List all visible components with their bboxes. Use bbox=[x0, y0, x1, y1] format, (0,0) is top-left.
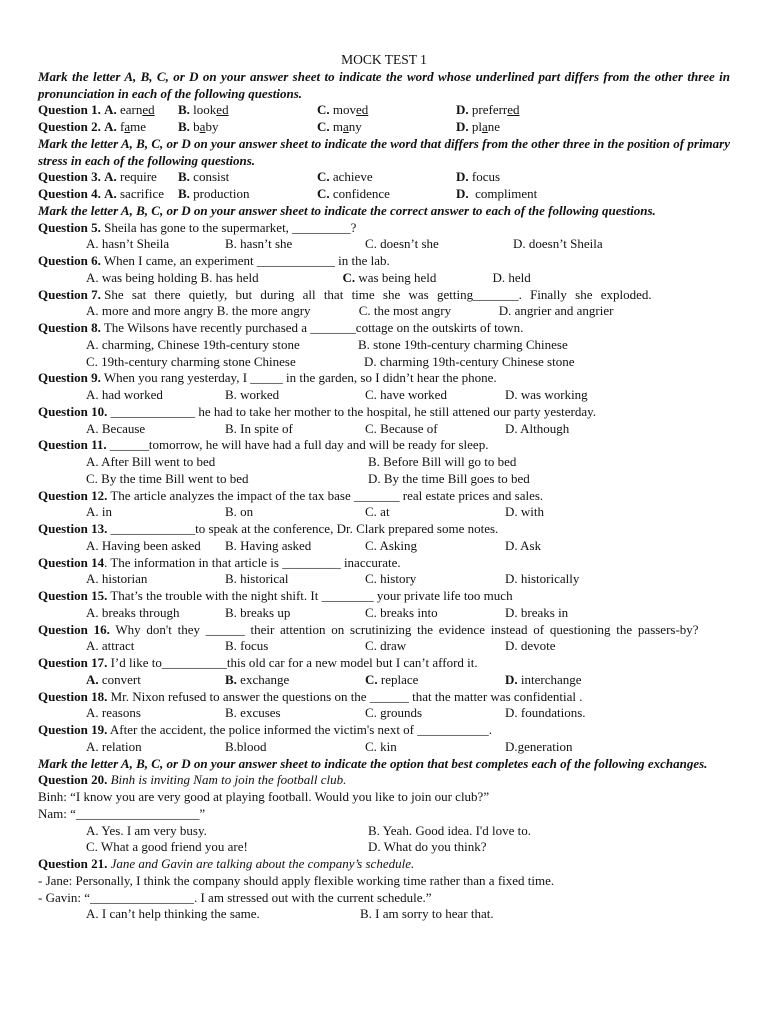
question-14: Question 14. The information in that article is _________ inaccurate. bbox=[38, 554, 401, 570]
options-19: A. relation B.blood C. kin D.generation bbox=[86, 738, 573, 754]
section-instruction-pronunciation: Mark the letter A, B, C, or D on your answer sheet to indicate the word whose underlined part differs from the other three in pronunciation in each of the following questions. bbox=[38, 68, 730, 101]
options-8a: A. charming, Chinese 19th-century stone B. stone 19th-century charming Chinese bbox=[86, 336, 568, 352]
question-2: Question 2. A. fame B. baby C. many D. plane bbox=[38, 119, 501, 134]
question-8: Question 8. The Wilsons have recently purchased a _______cottage on the outskirts of town. bbox=[38, 320, 524, 335]
dialogue-line: Nam: “___________________” bbox=[38, 805, 206, 821]
options-20a: A. Yes. I am very busy. B. Yeah. Good idea. I'd love to. bbox=[86, 822, 532, 838]
dialogue-line: - Jane: Personally, I think the company should apply flexible working time rather than a fixed time. bbox=[38, 872, 555, 888]
options-12: A. in B. on C. at D. with bbox=[86, 504, 544, 520]
options-17: A. convert B. exchange C. replace D. interchange bbox=[86, 671, 582, 687]
options-7: A. more and more angry B. the more angry C. the most angry D. angrier and angrier bbox=[86, 303, 614, 319]
question-1: Question 1. A. earned B. looked C. moved D. preferred bbox=[38, 102, 520, 118]
dialogue-line: - Gavin: “________________. I am stressed out with the current schedule.” bbox=[38, 889, 432, 905]
options-5: A. hasn’t Sheila B. hasn’t she C. doesn’t she D. doesn’t Sheila bbox=[86, 236, 603, 252]
options-8b: C. 19th-century charming stone Chinese D. charming 19th-century Chinese stone bbox=[86, 353, 575, 369]
question-11: Question 11. ______tomorrow, he will have had a full day and will be ready for sleep. bbox=[38, 437, 489, 453]
question-6: Question 6. When I came, an experiment ____________ in the lab. bbox=[38, 253, 390, 268]
question-19: Question 19. After the accident, the police informed the victim's next of ___________. bbox=[38, 722, 493, 737]
options-11a: A. After Bill went to bed B. Before Bill will go to bed bbox=[86, 454, 517, 469]
options-9: A. had worked B. worked C. have worked D. was working bbox=[86, 387, 588, 402]
options-21: A. I can’t help thinking the same. B. I am sorry to hear that. bbox=[86, 906, 494, 922]
question-18: Question 18. Mr. Nixon refused to answer the questions on the ______ that the matter was confidential . bbox=[38, 688, 583, 704]
question-7: Question 7. She sat there quietly, but during all that time she was getting_______. Finally she exploded. bbox=[38, 286, 652, 302]
options-15: A. breaks through B. breaks up C. breaks into D. breaks in bbox=[86, 604, 569, 620]
options-6: A. was being holding B. has held C. was being held D. held bbox=[86, 269, 531, 285]
question-21: Question 21. Jane and Gavin are talking about the company’s schedule. bbox=[38, 856, 415, 871]
options-11b: C. By the time Bill went to bed D. By the time Bill goes to bed bbox=[86, 470, 530, 486]
options-14: A. historian B. historical C. history D. historically bbox=[86, 571, 580, 587]
section-instruction-stress: Mark the letter A, B, C, or D on your answer sheet to indicate the word that differs from the other three in the position of primary stress in each of the following questions. bbox=[38, 135, 730, 168]
page-title: MOCK TEST 1 bbox=[341, 52, 427, 67]
dialogue-line: Binh: “I know you are very good at playing football. Would you like to join our club?” bbox=[38, 789, 490, 804]
question-4: Question 4. A. sacrifice B. production C. confidence D. compliment bbox=[38, 186, 538, 201]
options-13: A. Having been asked B. Having asked C. Asking D. Ask bbox=[86, 537, 542, 553]
question-12: Question 12. The article analyzes the impact of the tax base _______ real estate prices and sales. bbox=[38, 487, 544, 503]
options-20b: C. What a good friend you are! D. What do you think? bbox=[86, 839, 487, 855]
question-15: Question 15. That’s the trouble with the night shift. It ________ your private life too much bbox=[38, 588, 513, 603]
question-5: Question 5. Sheila has gone to the supermarket, _________? bbox=[38, 219, 357, 235]
section-instruction-grammar: Mark the letter A, B, C, or D on your answer sheet to indicate the correct answer to each of the following questions. bbox=[38, 202, 656, 218]
question-number: Question 1. bbox=[38, 102, 101, 118]
options-18: A. reasons B. excuses C. grounds D. foundations. bbox=[86, 705, 586, 721]
question-10: Question 10. _____________ he had to take her mother to the hospital, he still attened our party yesterday. bbox=[38, 403, 597, 419]
question-9: Question 9. When you rang yesterday, I _____ in the garden, so I didn’t hear the phone. bbox=[38, 370, 497, 386]
question-16: Question 16. Why don't they ______ their attention on scrutinizing the evidence instead of questioning the passers-by? bbox=[38, 621, 699, 637]
question-20: Question 20. Binh is inviting Nam to join the football club. bbox=[38, 772, 347, 788]
options-16: A. attract B. focus C. draw D. devote bbox=[86, 638, 556, 654]
question-13: Question 13. _____________to speak at the conference, Dr. Clark prepared some notes. bbox=[38, 521, 499, 536]
section-instruction-exchanges: Mark the letter A, B, C, or D on your answer sheet to indicate the option that best completes each of the following exchanges. bbox=[38, 755, 708, 771]
options-10: A. Because B. In spite of C. Because of D. Although bbox=[86, 420, 570, 436]
question-17: Question 17. I’d like to__________this old car for a new model but I can’t afford it. bbox=[38, 655, 478, 670]
question-3: Question 3. A. require B. consist C. achieve D. focus bbox=[38, 169, 501, 185]
